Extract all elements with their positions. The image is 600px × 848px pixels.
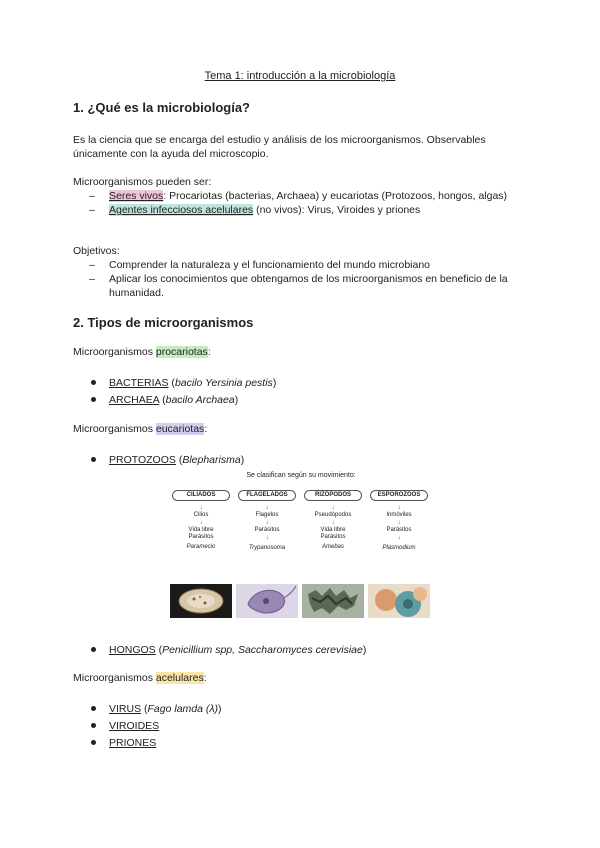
colon: : — [204, 423, 208, 435]
feature-text: Flagelos — [255, 512, 279, 518]
arrow-down-icon: ↓ — [199, 505, 203, 511]
feature-text: Parásitos — [254, 527, 280, 533]
arrow-down-icon: ↓ — [265, 505, 269, 511]
paren-open: ( — [168, 377, 175, 389]
definition-paragraph: Es la ciencia que se encarga del estudio y análisis de los microorganismos. Observables únicamente con la ayuda del microscopio. — [73, 134, 486, 160]
figure-column-rizopodos — [302, 490, 364, 550]
highlight-term: acelulares — [155, 672, 204, 684]
list-item-text: Procariotas (bacterias, Archaea) y eucariotas (Protozoos, hongos, algas) — [169, 190, 508, 202]
feature-text: Vida libre Parásitos — [188, 527, 214, 540]
separator: : — [163, 190, 170, 202]
category-box: RIZÓPODOS — [304, 490, 362, 501]
paren-close: ) — [218, 703, 222, 715]
arrow-down-icon: ↓ — [199, 520, 203, 526]
colon: : — [207, 346, 211, 358]
item-example: bacilo Yersinia pestis — [174, 377, 273, 389]
arrow-down-icon: ↓ — [265, 520, 269, 526]
paren-close: ) — [272, 377, 277, 389]
procariotas-list — [89, 376, 276, 410]
feature-text: Parásitos — [386, 527, 412, 533]
protozoos-list — [89, 453, 244, 470]
highlight-term: Agentes infecciosos acelulares — [109, 204, 254, 216]
figure-column-esporozoos — [368, 490, 430, 551]
highlight-term: procariotas — [155, 346, 208, 358]
list-item — [89, 702, 222, 719]
item-name: ARCHAEA — [109, 394, 160, 406]
section-2-heading: 2. Tipos de microorganismos — [73, 315, 254, 330]
figure-caption: Se clasifican según su movimiento: — [246, 472, 356, 479]
highlight-term: Seres vivos — [109, 190, 164, 202]
arrow-down-icon: ↓ — [397, 520, 401, 526]
arrow-down-icon: ↓ — [397, 535, 401, 541]
highlight-term: eucariotas — [155, 423, 205, 435]
procariotas-intro — [73, 345, 528, 359]
list-item — [89, 643, 366, 660]
arrow-down-icon: ↓ — [397, 505, 401, 511]
list-item — [89, 453, 244, 470]
intro-prefix: Microorganismos — [73, 346, 156, 358]
item-name: BACTERIAS — [109, 377, 169, 389]
organism-name: Plasmodium — [382, 545, 416, 551]
list-item — [89, 393, 276, 410]
figure-column-ciliados — [170, 490, 232, 550]
item-name: PROTOZOOS — [109, 454, 176, 466]
objectives-intro: Objetivos: — [73, 245, 120, 257]
paren-open: ( — [155, 644, 163, 656]
acelulares-intro — [73, 671, 528, 685]
item-name: VIRUS — [109, 703, 142, 715]
feature-text: Vida libre Parásitos — [320, 527, 346, 540]
types-list — [89, 189, 529, 217]
category-box: CILIADOS — [172, 490, 230, 501]
arrow-down-icon: ↓ — [331, 520, 335, 526]
document-title: Tema 1: introducción a la microbiología — [204, 70, 396, 82]
paren-open: ( — [159, 394, 166, 406]
category-box: ESPOROZOOS — [370, 490, 428, 501]
objectives-list — [89, 258, 529, 300]
paren-open: ( — [141, 703, 148, 715]
organism-name: Trypanosoma — [248, 545, 286, 551]
list-item — [89, 376, 276, 393]
arrow-down-icon: ↓ — [331, 505, 335, 511]
arrow-down-icon: ↓ — [265, 535, 269, 541]
plasmodium-image — [368, 584, 430, 618]
protozoa-classification-figure — [170, 472, 432, 620]
paren-close: ) — [234, 394, 239, 406]
hongos-list — [89, 643, 366, 660]
colon: : — [203, 672, 207, 684]
feature-text: Cilios — [193, 512, 209, 518]
list-item: – Comprender la naturaleza y el funcionamiento del mundo microbiano — [89, 258, 529, 272]
item-example: Fago lamda (λ) — [147, 703, 219, 715]
feature-text: Pseudópodos — [314, 512, 352, 518]
item-name: PRIONES — [109, 737, 157, 749]
trypanosoma-image — [236, 584, 298, 618]
item-name: HONGOS — [109, 644, 156, 656]
item-name: VIROIDES — [109, 720, 160, 732]
intro-prefix: Microorganismos — [73, 672, 156, 684]
paren-close: ) — [240, 454, 245, 466]
amoeba-image — [302, 584, 364, 618]
organism-name: Amebas — [321, 544, 344, 550]
intro-prefix: Microorganismos — [73, 423, 156, 435]
list-item-text: (no vivos): Virus, Viroides y priones — [256, 204, 421, 216]
list-item — [89, 189, 529, 203]
list-item — [89, 203, 529, 217]
section-1-heading: 1. ¿Qué es la microbiología? — [73, 100, 250, 115]
eucariotas-intro — [73, 422, 528, 436]
types-intro: Microorganismos pueden ser: — [73, 176, 212, 188]
acelulares-list — [89, 702, 222, 753]
item-example: Blepharisma — [182, 454, 241, 466]
item-example: Penicillium spp, Saccharomyces cerevisiae — [162, 644, 363, 656]
paren-close: ) — [362, 644, 367, 656]
figure-column-flagelados — [236, 490, 298, 551]
list-item — [89, 719, 222, 736]
feature-text: Inmóviles — [386, 512, 412, 518]
paramecium-image — [170, 584, 232, 618]
organism-name: Paramecio — [186, 544, 216, 550]
item-example: bacilo Archaea — [165, 394, 235, 406]
list-item — [89, 736, 222, 753]
category-box: FLAGELADOS — [238, 490, 296, 501]
paren-open: ( — [175, 454, 183, 466]
list-item: – Aplicar los conocimientos que obtengamos de los microorganismos en beneficio de la humanidad. — [89, 272, 529, 300]
